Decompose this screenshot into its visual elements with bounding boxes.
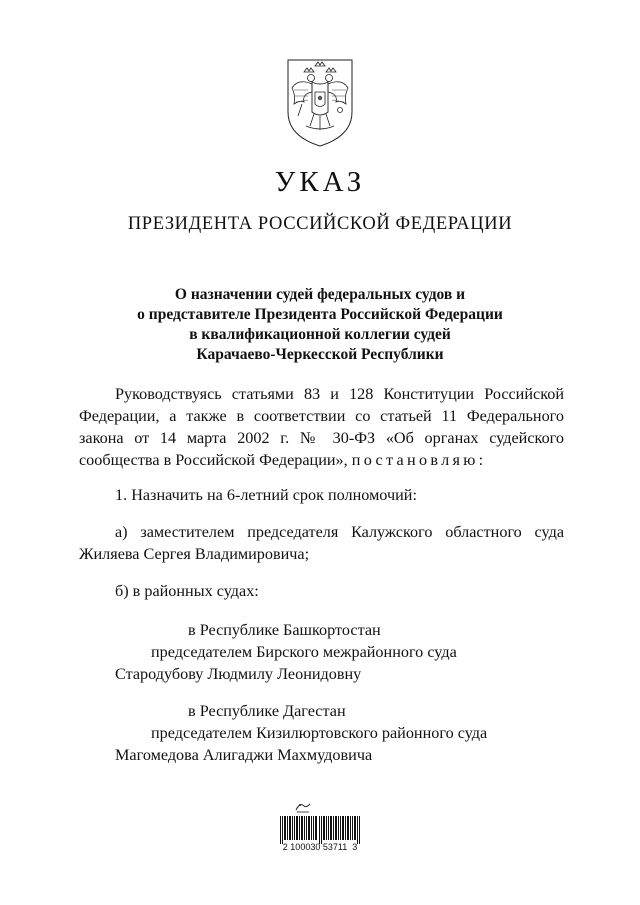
- heading-line: о представителе Президента Российской Федерации: [137, 306, 503, 323]
- republic-1-region: в Республике Башкортостан: [188, 621, 381, 639]
- heading-line: Карачаево-Черкесской Республики: [196, 346, 444, 363]
- republic-2-position: председателем Кизилюртовского районного суда: [151, 724, 488, 742]
- preamble-line-3: закона от 14 марта 2002 г. № 30-ФЗ «Об органах судейского: [79, 429, 564, 447]
- printer-logo-icon: [294, 800, 312, 814]
- item-a-line-1: а) заместителем председателя Калужского областного суда: [115, 523, 564, 541]
- heading-line: в квалификационной коллегии судей: [189, 326, 451, 343]
- decree-heading: [0, 285, 640, 365]
- heading-line: О назначении судей федеральных судов и: [174, 286, 466, 303]
- preamble-line-1: Руководствуясь статьями 83 и 128 Конституции Российской: [115, 385, 564, 403]
- preamble-line-4: сообщества в Российской Федерации», постановляю:: [79, 451, 487, 469]
- item-1: 1. Назначить на 6-летний срок полномочий:: [115, 486, 417, 504]
- barcode-digits: 2 100030 53711 3: [282, 842, 358, 852]
- document-title: УКАЗ: [274, 166, 366, 198]
- coat-of-arms-icon: [284, 56, 356, 148]
- item-a-line-2: Жиляева Сергея Владимировича;: [79, 545, 310, 563]
- republic-1-name: Стародубову Людмилу Леонидовну: [115, 665, 362, 683]
- republic-1-position: председателем Бирского межрайонного суда: [151, 643, 457, 661]
- preamble-line-2: Федерации, а также в соответствии со статьей 11 Федерального: [79, 407, 564, 425]
- republic-2-region: в Республике Дагестан: [188, 702, 346, 720]
- barcode-bars-icon: [280, 816, 362, 844]
- barcode: [270, 800, 370, 860]
- document-subtitle: ПРЕЗИДЕНТА РОССИЙСКОЙ ФЕДЕРАЦИИ: [127, 214, 513, 234]
- postanovlyayu-word: постановляю:: [351, 451, 487, 469]
- republic-2-name: Магомедова Алигаджи Махмудовича: [115, 746, 373, 764]
- item-b: б) в районных судах:: [115, 582, 259, 600]
